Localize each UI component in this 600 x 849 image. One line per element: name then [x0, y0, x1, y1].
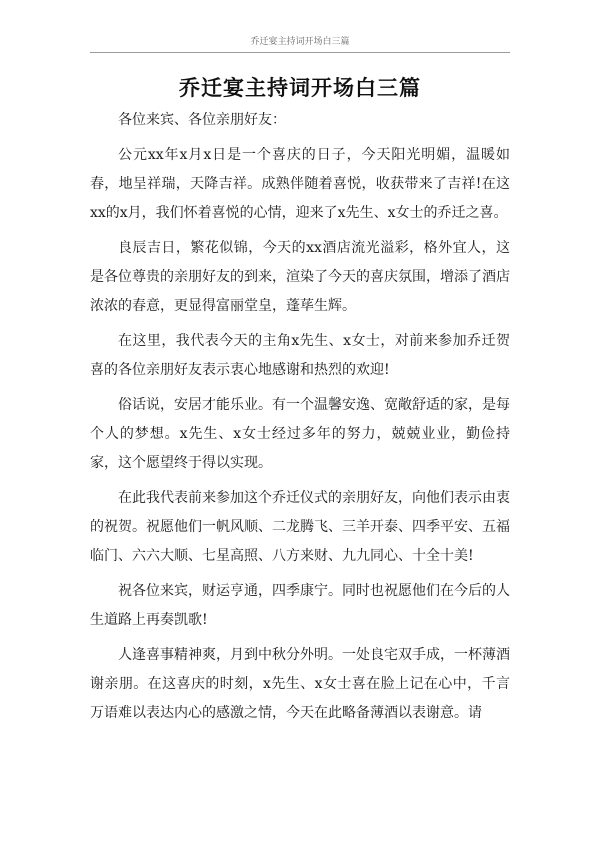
body-paragraph: 俗话说，安居才能乐业。有一个温馨安逸、宽敞舒适的家，是每个人的梦想。x先生、x女士经过多年的努力，兢兢业业，勤俭持家，这个愿望终于得以实现。 — [90, 397, 510, 471]
salutation-paragraph: 各位来宾、各位亲朋好友： — [118, 112, 286, 128]
document-body — [90, 106, 510, 734]
body-paragraph: 在此我代表前来参加这个乔迁仪式的亲朋好友，向他们表示由衷的祝贺。祝愿他们一帆风顺、二龙腾飞、三羊开泰、四季平安、五福临门、六六大顺、七星高照、八方来财、九九同心、十全十美! — [90, 490, 510, 564]
body-paragraph: 良辰吉日，繁花似锦，今天的xx酒店流光溢彩，格外宜人，这是各位尊贵的亲朋好友的到来，渲染了今天的喜庆氛围，增添了酒店浓浓的春意，更显得富丽堂皇，蓬荜生辉。 — [90, 240, 510, 314]
body-paragraph: 公元xx年x月x日是一个喜庆的日子，今天阳光明媚，温暖如春，地呈祥瑞，天降吉祥。成熟伴随着喜悦，收获带来了吉祥!在这xx的x月，我们怀着喜悦的心情，迎来了x先生、x女士的乔迁之喜。 — [90, 147, 510, 221]
header-divider — [90, 52, 510, 53]
body-paragraph: 人逢喜事精神爽，月到中秋分外明。一处良宅双手成，一杯薄酒谢亲朋。在这喜庆的时刻，x先生、x女士喜在脸上记在心中，千言万语难以表达内心的感激之情，今天在此略备薄酒以表谢意。请 — [90, 647, 510, 721]
body-paragraph: 祝各位来宾，财运亨通，四季康宁。同时也祝愿他们在今后的人生道路上再奏凯歌! — [90, 583, 510, 628]
page-title: 乔迁宴主持词开场白三篇 — [179, 75, 421, 100]
body-paragraph: 在这里，我代表今天的主角x先生、x女士，对前来参加乔迁贺喜的各位亲朋好友表示衷心地感谢和热烈的欢迎! — [90, 333, 510, 378]
running-header: 乔迁宴主持词开场白三篇 — [250, 37, 350, 47]
